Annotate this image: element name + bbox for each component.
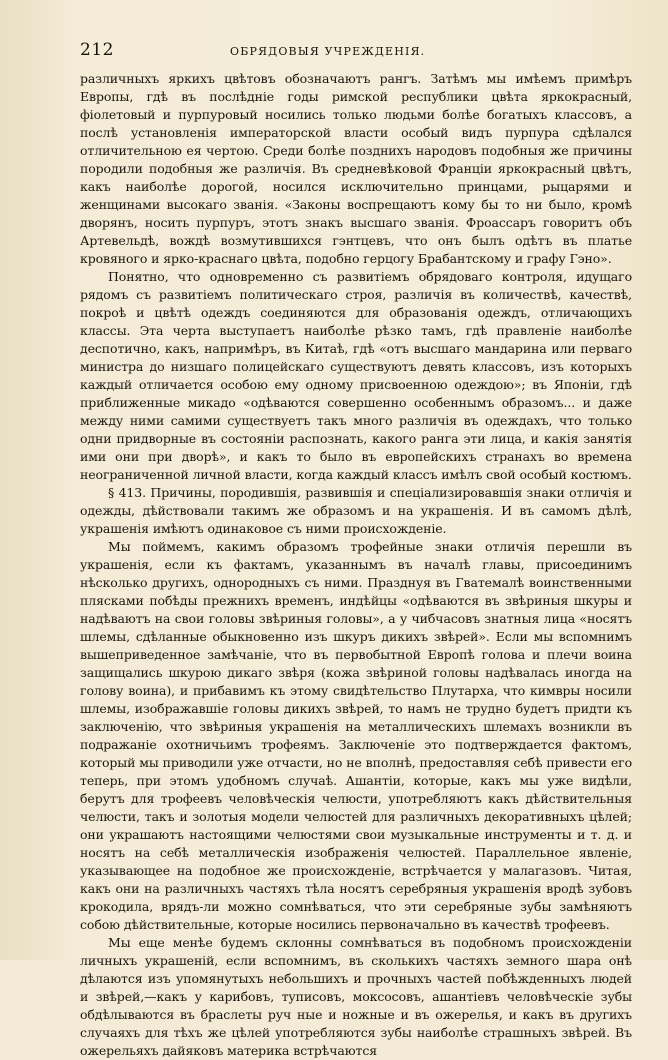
paragraph: Мы еще менѣе будемъ склонны сомнѣваться въ подобномъ происхожденіи личныхъ украшеній, если вспомнимъ, въ сколькихъ частяхъ земного шара онѣ дѣлаются изъ упомянутыхъ небольшихъ и прочныхъ частей побѣжденныхъ людей и звѣрей,—какъ у карибовъ, туписовъ, моксосовъ, ашантіевъ человѣческіе зубы обдѣлываются въ браслеты руч ные и ножные и въ ожерелья, и какъ въ другихъ случаяхъ для тѣхъ же цѣлей употребляются зубы наиболѣе страшныхъ звѣрей. Въ ожерельяхъ дайяковъ материка встрѣчаются — [80, 935, 632, 1058]
paragraph: различныхъ яркихъ цвѣтовъ обозначаютъ рангъ. Затѣмъ мы имѣемъ примѣръ Европы, гдѣ въ послѣдніе годы римской республики цвѣта яркокрасный, фіолетовый и пурпуровый носились только людьми болѣе богатыхъ классовъ, а послѣ установленія императорской власти особый видъ пурпура сдѣлался отличительною ея чертою. Среди болѣе позднихъ народовъ подобныя же причины породили подобныя же различія. Въ средневѣковой Франціи яркокрасный цвѣтъ, какъ наиболѣе дорогой, носился исключительно принцами, рыцарями и женщинами высокаго званія. «Законы воспрещаютъ кому бы то ни было, кромѣ дворянъ, носить пурпуръ, этотъ знакъ высшаго званія. Фроассаръ говоритъ объ Артевельдѣ, вождѣ возмутившихся гэнтцевъ, что онъ былъ одѣтъ въ платье кровяного и ярко-краснаго цвѣта, подобно герцогу Брабантскому и графу Гэно». — [80, 71, 632, 266]
paragraph: Мы поймемъ, какимъ образомъ трофейные знаки отличія перешли въ украшенія, если къ фактамъ, указаннымъ въ началѣ главы, присоединимъ нѣсколько другихъ, однородныхъ съ ними. Празднуя въ Гватемалѣ воинственными плясками побѣды прежнихъ временъ, индѣйцы «одѣваются въ звѣриныя шкуры и надѣваютъ на свои головы звѣриныя головы», а у чибчасовъ знатныя лица «носятъ шлемы, сдѣланные обыкновенно изъ шкуръ дикихъ звѣрей». Если мы вспомнимъ вышеприведенное замѣчаніе, что въ первобытной Европѣ голова и плечи воина защищались шкурою дикаго звѣря (кожа звѣриной головы надѣвалась иногда на голову воина), и прибавимъ къ этому свидѣтельство Плутарха, что кимвры носили шлемы, изображавшіе головы дикихъ звѣрей, то намъ не трудно будетъ придти къ заключенію, что звѣриныя украшенія на металлическихъ шлемахъ возникли въ подражаніе охотничьимъ трофеямъ. Заключеніе это подтверждается фактомъ, который мы приводили уже отчасти, но не вполнѣ, предоставляя себѣ привести его теперь, при этомъ удобномъ случаѣ. Ашантіи, которые, какъ мы уже видѣли, берутъ для трофеевъ человѣческія челюсти, употребляютъ какъ дѣйствительныя челюсти, такъ и золотыя модели челюстей для различныхъ декоративныхъ цѣлей; они украшаютъ настоящими челюстями свои музыкальные инструменты и т. д. и носятъ на себѣ металлическія изображенія челюстей. Параллельное явленіе, указывающее на подобное же происхожденіе, встрѣчается у малагазовъ. Читая, какъ они на различныхъ частяхъ тѣла носятъ серебряныя украшенія вродѣ зубовъ крокодила, врядъ-ли можно сомнѣваться, что эти серебряные зубы замѣняютъ собою дѣйствительные, которые носились первоначально въ качествѣ трофеевъ. — [80, 539, 632, 932]
page-number: 212 — [80, 40, 114, 60]
page-body — [80, 70, 632, 1060]
running-head: ОБРЯДОВЫЯ УЧРЕЖДЕНІЯ. — [230, 45, 426, 58]
paragraph: Понятно, что одновременно съ развитіемъ обрядоваго контроля, идущаго рядомъ съ развитіемъ политическаго строя, различія въ количествѣ, качествѣ, покроѣ и цвѣтѣ одеждъ соединяются для образованія одеждъ, отличающихъ классы. Эта черта выступаетъ наиболѣе рѣзко тамъ, гдѣ правленіе наиболѣе деспотично, какъ, напримѣръ, въ Китаѣ, гдѣ «отъ высшаго мандарина или перваго министра до низшаго полицейскаго существуютъ девять классовъ, изъ которыхъ каждый отличается особою ему одному присвоенною одеждою»; въ Японіи, гдѣ приближенные микадо «одѣваются совершенно особеннымъ образомъ... и даже между ними самими существуетъ такъ много различія въ одеждахъ, что только одни придворные въ состояніи распознать, какого ранга эти лица, и какія занятія ими они при дворѣ», и какъ то было въ европейскихъ странахъ во времена неограниченной личной власти, когда каждый классъ имѣлъ свой особый костюмъ. — [80, 269, 632, 482]
paragraph: § 413. Причины, породившія, развившія и спеціализировавшія знаки отличія и одежды, дѣйствовали такимъ же образомъ и на украшенія. И въ самомъ дѣлѣ, украшенія имѣютъ одинаковое съ ними происхожденіе. — [80, 485, 632, 536]
page-header — [80, 40, 632, 70]
